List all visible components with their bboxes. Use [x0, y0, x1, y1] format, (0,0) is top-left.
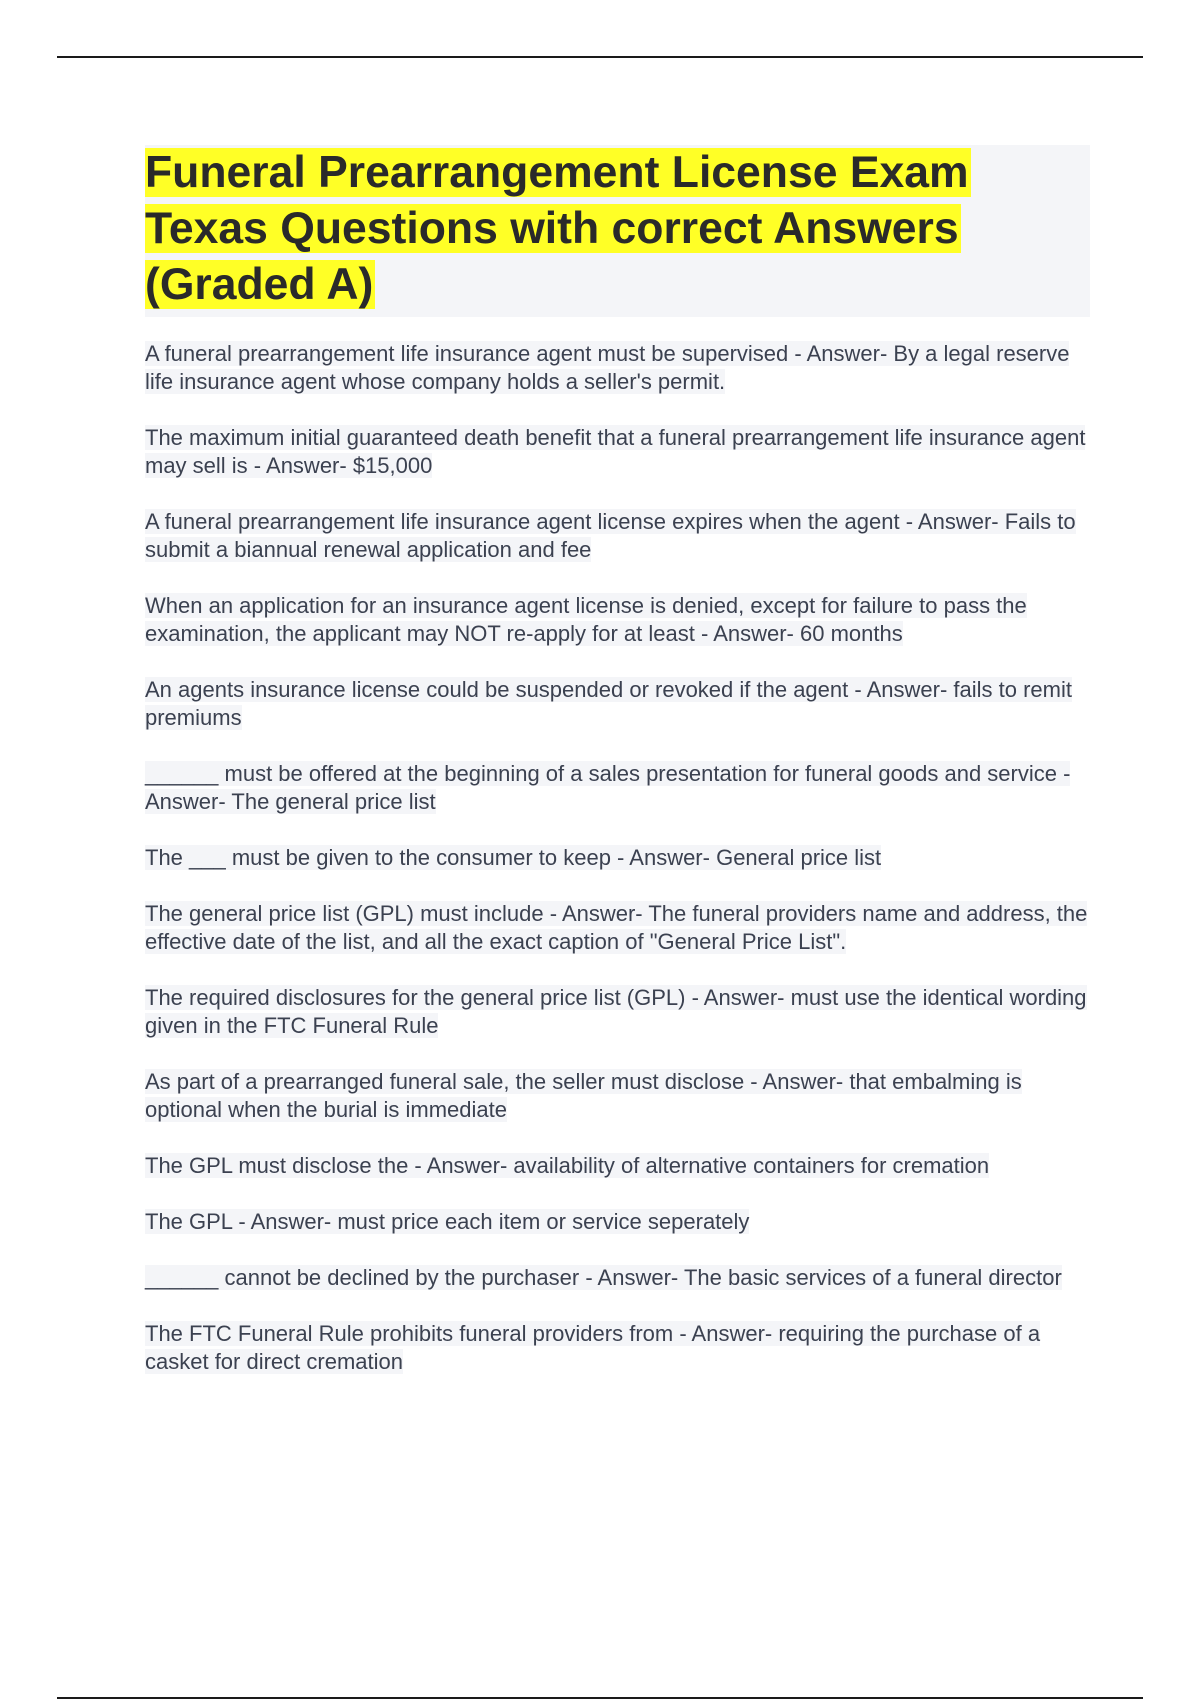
- qa-item: [145, 984, 1090, 1040]
- qa-text: A funeral prearrangement life insurance agent must be supervised - Answer- By a legal reserve life insurance agent whose company holds a seller's permit.: [145, 341, 1070, 394]
- bottom-rule: [57, 1697, 1143, 1699]
- qa-text: The general price list (GPL) must include - Answer- The funeral providers name and address, the effective date of the list, and all the exact caption of "General Price List".: [145, 901, 1088, 954]
- qa-item: [145, 844, 1090, 872]
- qa-item: [145, 676, 1090, 732]
- document-title: [145, 145, 1090, 313]
- title-block: [145, 145, 1090, 317]
- qa-item: [145, 760, 1090, 816]
- document-body: [145, 145, 1090, 1404]
- qa-item: [145, 1152, 1090, 1180]
- qa-text: The GPL must disclose the - Answer- availability of alternative containers for cremation: [145, 1153, 990, 1178]
- qa-text: When an application for an insurance agent license is denied, except for failure to pass the examination, the applicant may NOT re-apply for at least - Answer- 60 months: [145, 593, 1027, 646]
- qa-text: The GPL - Answer- must price each item or service seperately: [145, 1209, 750, 1234]
- qa-item: [145, 340, 1090, 396]
- qa-item: [145, 1320, 1090, 1376]
- qa-text: The maximum initial guaranteed death benefit that a funeral prearrangement life insurance agent may sell is - Answer- $15,000: [145, 425, 1086, 478]
- qa-item: [145, 1208, 1090, 1236]
- qa-item: [145, 1068, 1090, 1124]
- qa-text: The ___ must be given to the consumer to keep - Answer- General price list: [145, 845, 882, 870]
- qa-text: The FTC Funeral Rule prohibits funeral providers from - Answer- requiring the purchase of a casket for direct cremation: [145, 1321, 1041, 1374]
- qa-item: [145, 592, 1090, 648]
- top-rule: [57, 56, 1143, 58]
- qa-text: As part of a prearranged funeral sale, the seller must disclose - Answer- that embalming is optional when the burial is immediate: [145, 1069, 1022, 1122]
- qa-text: ______ must be offered at the beginning of a sales presentation for funeral goods and service - Answer- The general price list: [145, 761, 1071, 814]
- qa-item: [145, 508, 1090, 564]
- qa-item: [145, 900, 1090, 956]
- qa-item: [145, 1264, 1090, 1292]
- document-title-text: Funeral Prearrangement License Exam Texas Questions with correct Answers (Graded A): [145, 148, 969, 309]
- qa-text: ______ cannot be declined by the purchaser - Answer- The basic services of a funeral director: [145, 1265, 1062, 1290]
- qa-text: An agents insurance license could be suspended or revoked if the agent - Answer- fails to remit premiums: [145, 677, 1072, 730]
- qa-item: [145, 424, 1090, 480]
- qa-text: A funeral prearrangement life insurance agent license expires when the agent - Answer- Fails to submit a biannual renewal application and fee: [145, 509, 1076, 562]
- qa-text: The required disclosures for the general price list (GPL) - Answer- must use the identical wording given in the FTC Funeral Rule: [145, 985, 1087, 1038]
